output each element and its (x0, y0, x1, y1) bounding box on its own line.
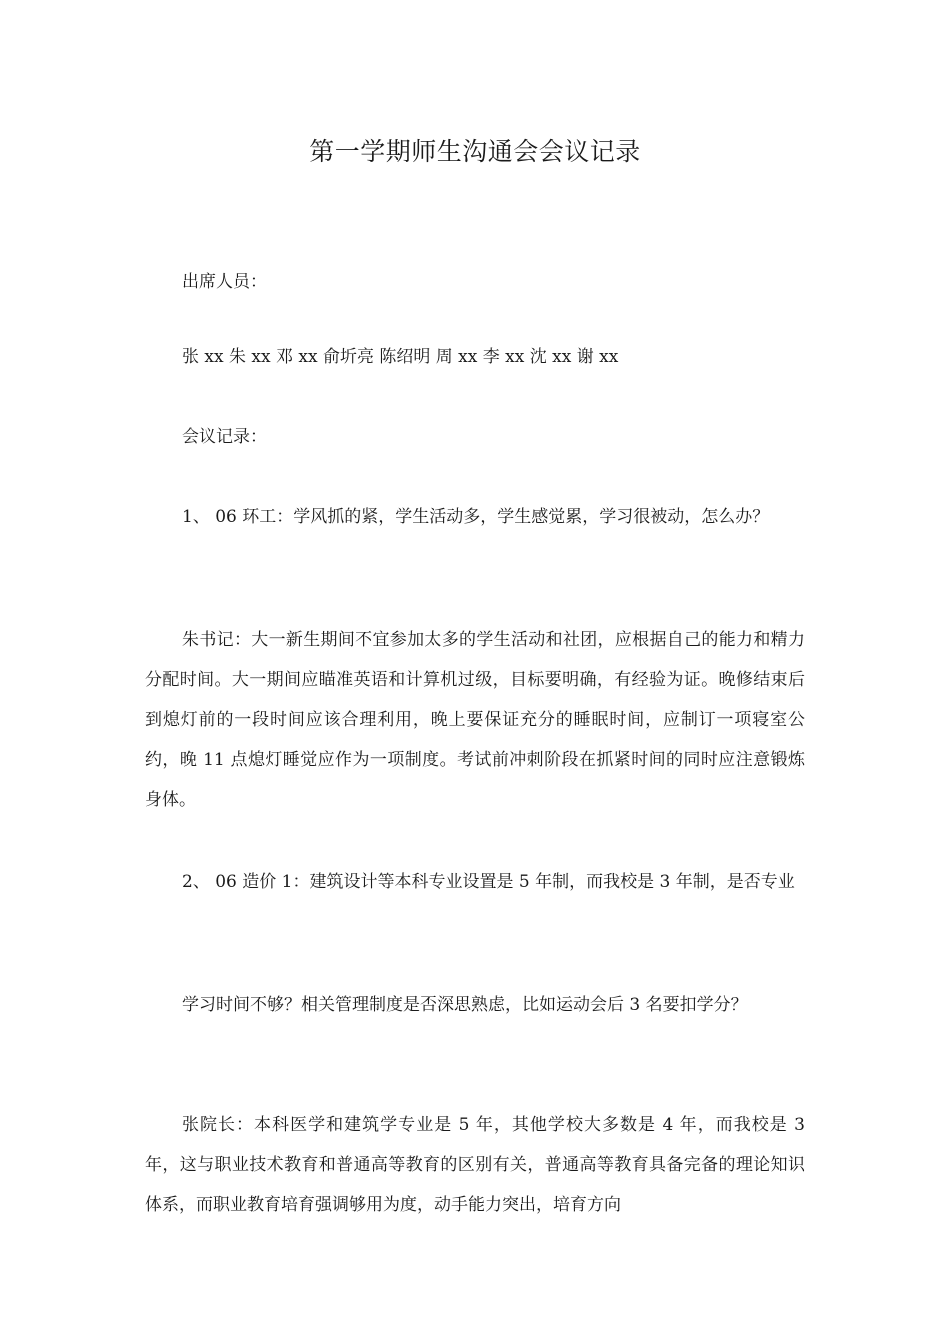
answer-1: 朱书记：大一新生期间不宜参加太多的学生活动和社团，应根据自己的能力和精力分配时间。大一期间应瞄准英语和计算机过级，目标要明确，有经验为证。晚修结束后到熄灯前的一段时间应该合理利用，晚上要保证充分的睡眠时间，应制订一项寝室公约，晚 11 点熄灯睡觉应作为一项制度。考试前冲刺阶段在抓紧时间的同时应注意锻炼身体。 (145, 630, 805, 810)
question-2-continued: 学习时间不够？相关管理制度是否深思熟虑，比如运动会后 3 名要扣学分？ (182, 995, 748, 1015)
question-1: 1、 06 环工：学风抓的紧，学生活动多，学生感觉累，学习很被动，怎么办？ (182, 507, 770, 527)
question-2: 2、 06 造价 1：建筑设计等本科专业设置是 5 年制，而我校是 3 年制，是否专业 (182, 872, 795, 892)
answer-2: 张院长：本科医学和建筑学专业是 5 年，其他学校大多数是 4 年，而我校是 3 年，这与职业技术教育和普通高等教育的区别有关，普通高等教育具备完备的理论知识体系，而职业教育培育强调够用为度，动手能力突出，培育方向 (145, 1115, 805, 1215)
minutes-label: 会议记录： (182, 427, 267, 447)
document-title: 第一学期师生沟通会会议记录 (309, 137, 641, 166)
attendees-list: 张 xx 朱 xx 邓 xx 俞圻亮 陈绍明 周 xx 李 xx 沈 xx 谢 xx (182, 347, 619, 367)
attendees-label: 出席人员： (182, 272, 267, 292)
